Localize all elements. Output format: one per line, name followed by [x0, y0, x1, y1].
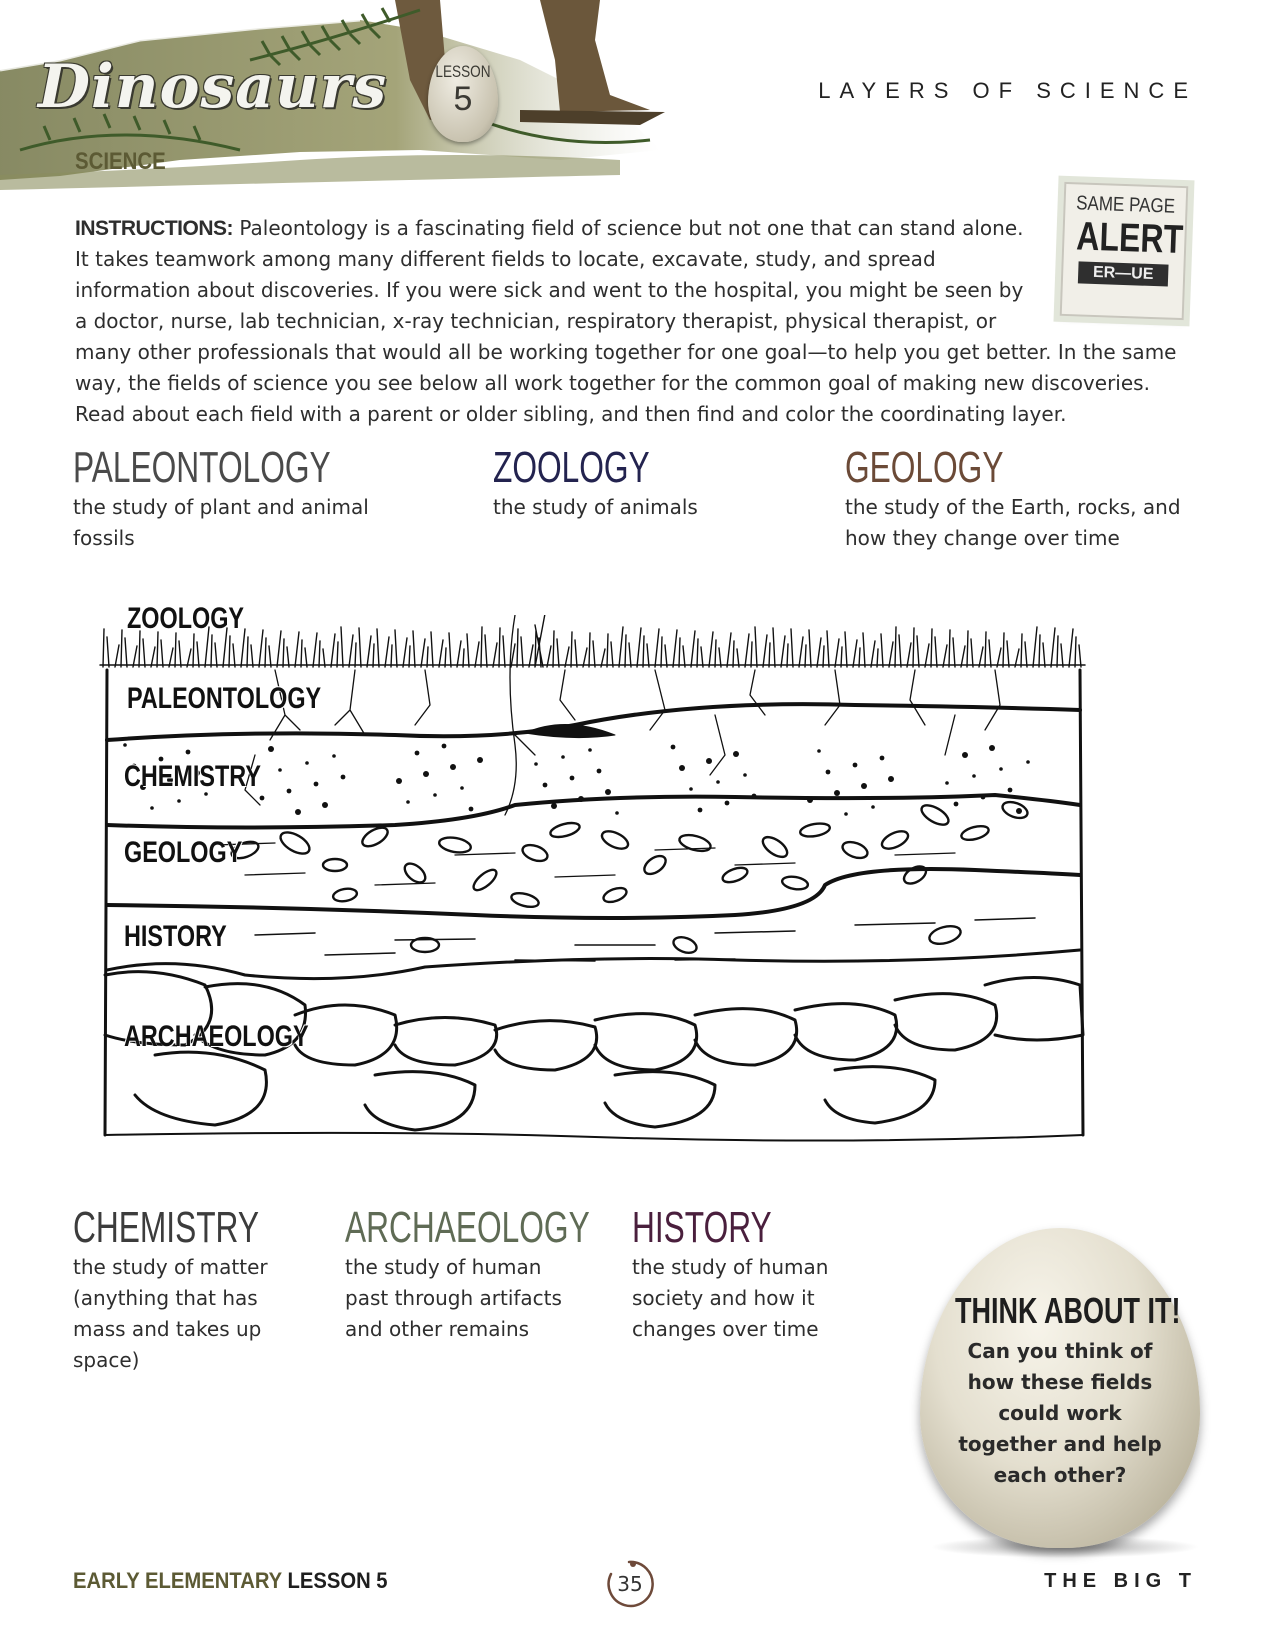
soil-dot [999, 767, 1003, 771]
soil-dot [186, 750, 191, 755]
think-title: THINK ABOUT IT! [955, 1290, 1181, 1331]
soil-dot [689, 787, 693, 791]
alert-line-1: SAME PAGE [1075, 192, 1176, 218]
soil-dot [295, 809, 301, 815]
pebble [1000, 799, 1029, 821]
diagram-label-paleontology: PALEONTOLOGY [127, 682, 322, 715]
footer-lesson: LESSON 5 [287, 1568, 388, 1593]
soil-dot [981, 795, 986, 800]
soil-dot [615, 811, 619, 815]
pebble [901, 863, 929, 887]
definition-history: the study of human society and how it changes over time [632, 1255, 829, 1341]
diagram-label-chemistry: CHEMISTRY [124, 760, 261, 793]
subject-label: SCIENCE [75, 148, 166, 175]
soil-dot [578, 796, 584, 802]
pebble [602, 885, 629, 904]
soil-dot [752, 794, 757, 799]
soil-dot [406, 800, 410, 804]
pebble [781, 875, 809, 891]
instructions-text: Paleontology is a fascinating field of science but not one that can stand alone. It takes teamwork among many different fields to locate, excavate, study, and spread information about discoveries. If you were sick and went to the hospital, you might be seen by a doctor, nurse, lab technician, x-ray technician, respiratory therapist, physical therapist, or many other professionals that would all be working together for one goal—to help you get better. In the same way, the fields of science you see below all work together for the common goal of making new discoveries. Read about each field with a parent or older sibling, and then find and color the coordinating layer. [75, 216, 1177, 426]
soil-dot [260, 796, 265, 801]
soil-dot [871, 805, 875, 809]
pebble [332, 887, 358, 903]
soil-dot [733, 751, 739, 757]
soil-dot [880, 756, 885, 761]
soil-dot [305, 761, 309, 765]
pebble [927, 923, 962, 947]
soil-dot [477, 757, 483, 763]
think-body: Can you think of how these fields could work together and help each other? [958, 1339, 1162, 1487]
soil-dot [679, 765, 685, 771]
instructions-lead: INSTRUCTIONS: [75, 217, 233, 240]
pebble [671, 934, 698, 955]
soil-dot [415, 751, 420, 756]
pebble [510, 891, 540, 910]
footer-grade: EARLY ELEMENTARY [73, 1568, 282, 1593]
soil-dot [332, 754, 336, 758]
soil-dot [561, 755, 565, 759]
soil-dot [716, 780, 720, 784]
pebble [960, 824, 990, 843]
soil-dot [588, 748, 592, 752]
footer-grade-lesson [73, 1568, 388, 1594]
soil-dot [322, 802, 328, 808]
soil-dot [853, 763, 858, 768]
soil-dot [861, 783, 867, 789]
definition-paleontology: the study of plant and animal fossils [73, 495, 369, 550]
definition-chemistry: the study of matter (anything that has mass and takes up space) [73, 1255, 268, 1372]
alert-line-3: ER—UE [1078, 261, 1169, 286]
term-history: HISTORY [632, 1203, 772, 1252]
soil-dot [945, 781, 949, 785]
soil-dot [268, 746, 274, 752]
field-paleontology [73, 444, 393, 554]
pebble [799, 821, 831, 838]
soil-dot [570, 776, 575, 781]
lesson-label: LESSON [435, 62, 491, 81]
soil-dot [597, 769, 602, 774]
pebble [323, 859, 347, 871]
pebble [760, 833, 791, 861]
think-about-it-egg [920, 1228, 1200, 1548]
soil-dot [1016, 808, 1022, 814]
soil-dot [287, 789, 292, 794]
brand-title: Dinosaurs [38, 52, 388, 122]
pebble [599, 828, 630, 853]
field-zoology [493, 444, 813, 523]
soil-dot [123, 743, 127, 747]
soil-dot [972, 774, 976, 778]
soil-dot [150, 806, 154, 810]
soil-dot [534, 762, 538, 766]
pebble [520, 842, 549, 864]
pebble [401, 860, 428, 886]
field-geology [845, 444, 1185, 554]
definition-geology: the study of the Earth, rocks, and how they change over time [845, 495, 1181, 550]
soil-dot [1008, 788, 1013, 793]
field-history [632, 1204, 862, 1345]
soil-dot [433, 793, 437, 797]
diagram-label-geology: GEOLOGY [124, 836, 243, 869]
soil-dot [551, 803, 557, 809]
soil-dot [962, 752, 968, 758]
instructions-paragraph [75, 213, 1185, 430]
soil-dot [605, 789, 611, 795]
term-zoology: ZOOLOGY [493, 443, 650, 492]
diagram-label-zoology: ZOOLOGY [127, 602, 244, 635]
term-chemistry: CHEMISTRY [73, 1203, 259, 1252]
pebble [879, 828, 910, 853]
soil-dot [1026, 760, 1030, 764]
footer-right-text: THE BIG T [1044, 1570, 1197, 1592]
soil-dot [469, 807, 474, 812]
alert-line-2: ALERT [1075, 214, 1184, 263]
soil-dot [671, 745, 676, 750]
term-geology: GEOLOGY [845, 443, 1004, 492]
pebble [641, 852, 669, 877]
lesson-number: 5 [453, 80, 473, 118]
field-archaeology [345, 1203, 590, 1345]
soil-dot [341, 775, 346, 780]
pebble [438, 835, 472, 854]
definition-zoology: the study of animals [493, 495, 698, 519]
pebble [277, 828, 313, 858]
soil-dot [450, 764, 456, 770]
soil-dot [442, 744, 447, 749]
definition-archaeology: the study of human past through artifacts and other remains [345, 1255, 562, 1341]
soil-dot [314, 782, 319, 787]
page-number: 35 [617, 1572, 643, 1596]
series-title: LAYERS OF SCIENCE [818, 78, 1197, 103]
soil-dot [543, 783, 548, 788]
field-chemistry [73, 1204, 303, 1376]
soil-dot [817, 749, 821, 753]
soil-dot [834, 790, 840, 796]
pebble [840, 839, 869, 861]
term-paleontology: PALEONTOLOGY [73, 443, 331, 492]
grass-blades [103, 615, 1081, 667]
soil-dot [706, 758, 712, 764]
soil-dot [807, 797, 813, 803]
pebble [919, 801, 952, 828]
alert-spacer [1025, 213, 1185, 333]
soil-dot [989, 745, 995, 751]
soil-dot [460, 786, 464, 790]
diagram-label-history: HISTORY [124, 920, 227, 953]
soil-dot [698, 808, 703, 813]
soil-dot [826, 770, 831, 775]
soil-dot [423, 771, 429, 777]
soil-dot [177, 799, 181, 803]
term-archaeology: ARCHAEOLOGY [345, 1203, 590, 1252]
soil-dot [844, 812, 848, 816]
soil-dot [888, 776, 894, 782]
pebble [721, 865, 750, 885]
soil-dot [396, 778, 402, 784]
diagram-label-archaeology: ARCHAEOLOGY [124, 1020, 309, 1053]
pebble [470, 866, 499, 893]
soil-dot [725, 801, 730, 806]
soil-dot [278, 768, 282, 772]
pebble [678, 832, 713, 854]
soil-dot [954, 802, 959, 807]
soil-dot [743, 773, 747, 777]
pebble [549, 820, 581, 839]
